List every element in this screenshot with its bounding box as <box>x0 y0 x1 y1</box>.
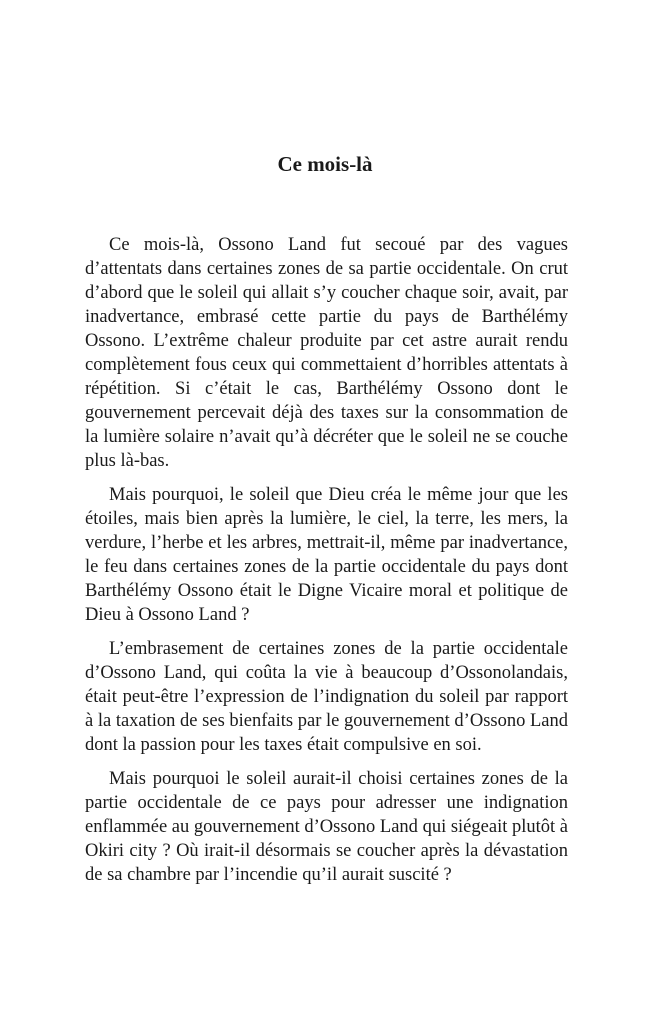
paragraph-1: Ce mois-là, Ossono Land fut secoué par des vagues d’attentats dans certaines zones de sa partie occidentale. On crut d’abord que le soleil qui allait s’y coucher chaque soir, avait, par inadvertance, embrasé cette partie du pays de Barthélémy Ossono. L’extrême chaleur produite par cet astre aurait rendu complètement fous ceux qui commettaient d’horribles attentats à répétition. Si c’était le cas, Barthélémy Ossono dont le gouvernement percevait déjà des taxes sur la consommation de la lumière solaire n’avait qu’à décréter que le soleil ne se couche plus là-bas. <box>85 235 568 471</box>
chapter-body <box>85 233 568 897</box>
chapter-title: Ce mois-là <box>277 152 373 176</box>
paragraph-4: Mais pourquoi le soleil aurait-il choisi certaines zones de la partie occidentale de ce pays pour adresser une indignation enflammée au gouvernement d’Ossono Land qui siégeait plutôt à Okiri city ? Où irait-il désormais se coucher après la dévastation de sa chambre par l’incendie qu’il aurait suscité ? <box>85 769 568 885</box>
paragraph-2: Mais pourquoi, le soleil que Dieu créa le même jour que les étoiles, mais bien après la lumière, le ciel, la terre, les mers, la verdure, l’herbe et les arbres, mettrait-il, même par inadvertance, le feu dans certaines zones de la partie occidentale du pays dont Barthélémy Ossono était le Digne Vicaire moral et politique de Dieu à Ossono Land ? <box>85 485 568 625</box>
paragraph-3: L’embrasement de certaines zones de la partie occidentale d’Ossono Land, qui coûta la vie à beaucoup d’Ossonolandais, était peut-être l’expression de l’indignation du soleil par rapport à la taxation de ses bienfaits par le gouvernement d’Ossono Land dont la passion pour les taxes était compulsive en soi. <box>85 639 568 755</box>
